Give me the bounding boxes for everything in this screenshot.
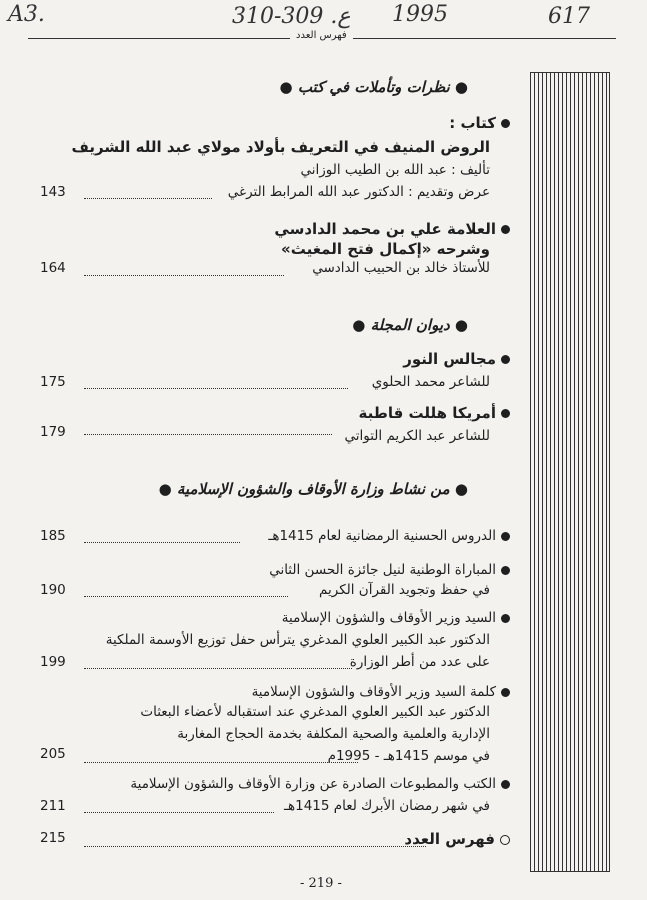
entry-line: الدروس الحسنية الرمضانية لعام 1415هـ	[268, 528, 510, 544]
bullet-icon	[501, 688, 510, 697]
page-ref: 143	[40, 184, 66, 200]
entry-line: السيد وزير الأوقاف والشؤون الإسلامية	[282, 610, 510, 626]
handwritten-a3: A3.	[8, 2, 45, 27]
page-ref: 164	[40, 260, 66, 276]
entry-line: الدكتور عبد الكبير العلوي المدغري عند استقباله لأعضاء البعثات	[140, 704, 490, 720]
bullet-icon	[501, 532, 510, 541]
section-title: ● ديوان المجلة ●	[352, 316, 468, 334]
page-ref: 211	[40, 798, 66, 814]
decorative-ruled-panel	[530, 72, 610, 872]
page-number: - 219 -	[300, 876, 342, 891]
page-ref: 179	[40, 424, 66, 440]
page-ref: 175	[40, 374, 66, 390]
entry-line: للأستاذ خالد بن الحبيب الدادسي	[312, 260, 490, 276]
section-title: ● نظرات وتأملات في كتب ●	[279, 78, 468, 96]
bullet-icon	[501, 119, 510, 128]
leader-dots	[84, 542, 240, 543]
entry-line: الكتب والمطبوعات الصادرة عن وزارة الأوقاف والشؤون الإسلامية	[130, 776, 510, 792]
leader-dots	[84, 434, 332, 435]
page-ref: 185	[40, 528, 66, 544]
entry-line: كلمة السيد وزير الأوقاف والشؤون الإسلامية	[252, 684, 510, 700]
entry-line: في شهر رمضان الأبرك لعام 1415هـ	[284, 798, 490, 814]
entry-line: في حفظ وتجويد القرآن الكريم	[319, 582, 490, 598]
circle-bullet-icon	[500, 835, 510, 845]
handwritten-year: 1995	[392, 2, 448, 27]
entry-line: كتاب :	[449, 114, 510, 132]
entry-line: تأليف : عبد الله بن الطيب الوزاني	[300, 162, 490, 178]
entry-line: فهرس العدد	[404, 830, 510, 848]
entry-line: الإدارية والعلمية والصحية المكلفة بخدمة الحجاج المغاربة	[177, 726, 490, 742]
leader-dots	[84, 812, 274, 813]
entry-line: في موسم 1415هـ - 1995م	[327, 748, 490, 764]
leader-dots	[84, 275, 284, 276]
page-ref: 215	[40, 830, 66, 846]
section-title: ● من نشاط وزارة الأوقاف والشؤون الإسلامية ●	[158, 480, 468, 498]
entry-line: على عدد من أطر الوزارة	[349, 654, 490, 670]
table-of-contents	[40, 0, 520, 900]
leader-dots	[84, 762, 358, 763]
entry-line: العلامة علي بن محمد الدادسي	[274, 220, 510, 238]
leader-dots	[84, 596, 288, 597]
entry-line: مجالس النور	[403, 350, 510, 368]
leader-dots	[84, 198, 212, 199]
bullet-icon	[501, 566, 510, 575]
bullet-icon	[501, 614, 510, 623]
entry-line: المباراة الوطنية لنيل جائزة الحسن الثاني	[269, 562, 510, 578]
page-ref: 190	[40, 582, 66, 598]
entry-line: عرض وتقديم : الدكتور عبد الله المرابط الترغي	[227, 184, 490, 200]
page-ref: 205	[40, 746, 66, 762]
leader-dots	[84, 668, 352, 669]
entry-line: للشاعر محمد الحلوي	[371, 374, 490, 390]
entry-line: للشاعر عبد الكريم التواتي	[344, 428, 490, 444]
entry-line: الروض المنيف في التعريف بأولاد مولاي عبد الله الشريف	[71, 138, 490, 156]
bullet-icon	[501, 780, 510, 789]
handwritten-page-range: 310-309 .ع	[232, 4, 351, 29]
header-title: فهرس العدد	[290, 30, 353, 41]
bullet-icon	[501, 355, 510, 364]
entry-line: الدكتور عبد الكبير العلوي المدغري يترأس حفل توزيع الأوسمة الملكية	[105, 632, 490, 648]
bullet-icon	[501, 409, 510, 418]
leader-dots	[84, 846, 426, 847]
entry-line: أمريكا هللت قاطبة	[358, 404, 510, 422]
page-ref: 199	[40, 654, 66, 670]
handwritten-number: 617	[548, 4, 590, 29]
leader-dots	[84, 388, 348, 389]
entry-line: وشرحه «إكمال فتح المغيث»	[281, 240, 490, 258]
bullet-icon	[501, 225, 510, 234]
